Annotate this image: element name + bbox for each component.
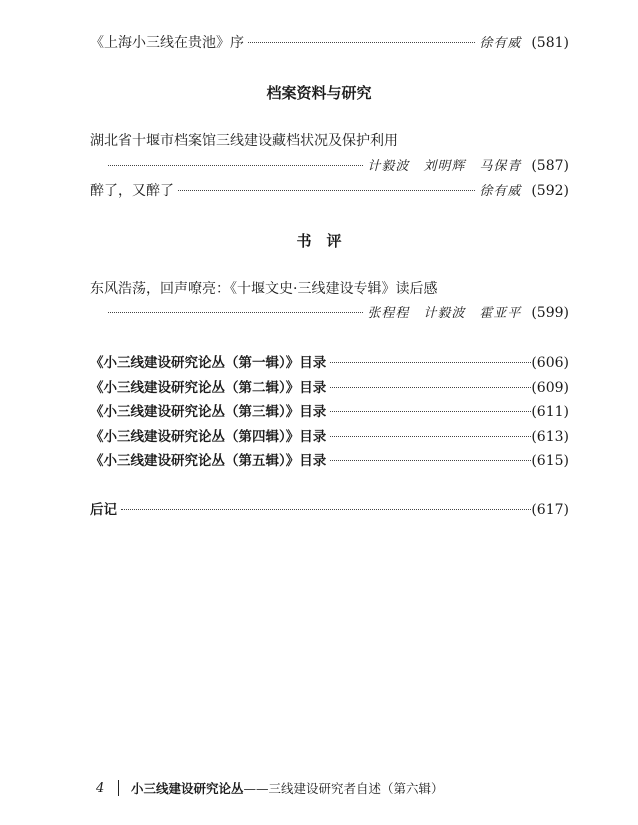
- entry-authors: 计毅波 刘明辉 马保青: [367, 159, 522, 174]
- dot-leader: [108, 165, 363, 166]
- entry-page: (609): [531, 380, 569, 396]
- entry-page: (592): [531, 183, 569, 199]
- entry-page: (615): [531, 453, 569, 469]
- dot-leader: [330, 387, 531, 388]
- entry-title: 《小三线建设研究论丛（第五辑）》目录: [90, 453, 327, 469]
- toc-entry-catalog[interactable]: [90, 352, 569, 374]
- entry-title[interactable]: 东风浩荡，回声嘹亮：《十堰文史·三线建设专辑》读后感: [90, 281, 438, 297]
- entry-title: 后记: [90, 502, 117, 518]
- entry-title: 《小三线建设研究论丛（第二辑）》目录: [90, 380, 327, 396]
- series-subtitle: ——三线建设研究者自述（第六辑）: [243, 781, 444, 796]
- page-number: 4: [96, 780, 105, 796]
- toc-entry-catalog[interactable]: [90, 450, 569, 472]
- toc-entry[interactable]: [90, 32, 569, 54]
- entry-title: 《上海小三线在贵池》序: [90, 35, 244, 51]
- entry-page: (606): [531, 355, 569, 371]
- dot-leader: [178, 190, 475, 191]
- dot-leader: [330, 460, 531, 461]
- toc-entry[interactable]: [108, 155, 569, 177]
- entry-title: 《小三线建设研究论丛（第一辑）》目录: [90, 355, 327, 371]
- entry-page: (617): [531, 502, 569, 518]
- toc-entry-catalog[interactable]: [90, 377, 569, 399]
- toc-entry-catalog[interactable]: [90, 426, 569, 448]
- entry-page: (613): [531, 429, 569, 445]
- dot-leader: [121, 509, 531, 510]
- entry-page: (581): [531, 35, 569, 51]
- dot-leader: [330, 362, 531, 363]
- entry-title: 《小三线建设研究论丛（第四辑）》目录: [90, 429, 327, 445]
- entry-authors: 徐有威: [479, 184, 522, 199]
- toc-entry[interactable]: [108, 302, 569, 324]
- entry-page: (587): [531, 158, 569, 174]
- toc-entry-afterword[interactable]: [90, 499, 569, 521]
- entry-authors: 张程程 计毅波 霍亚平: [367, 306, 522, 321]
- entry-title: 《小三线建设研究论丛（第三辑）》目录: [90, 404, 327, 420]
- dot-leader: [108, 312, 363, 313]
- entry-page: (599): [531, 305, 569, 321]
- series-title: 小三线建设研究论丛: [131, 781, 244, 796]
- entry-authors: 徐有威: [479, 36, 522, 51]
- entry-title: 醉了，又醉了: [90, 183, 174, 199]
- page-footer: [96, 778, 444, 798]
- entry-title[interactable]: 湖北省十堰市档案馆三线建设藏档状况及保护利用: [90, 133, 398, 149]
- entry-page: (611): [531, 404, 569, 420]
- section-title-archives: 档案资料与研究: [266, 84, 372, 102]
- section-title-review: 书 评: [296, 232, 342, 250]
- dot-leader: [248, 42, 475, 43]
- dot-leader: [330, 436, 531, 437]
- toc-entry-catalog[interactable]: [90, 401, 569, 423]
- toc-entry[interactable]: [90, 180, 569, 202]
- dot-leader: [330, 411, 531, 412]
- footer-divider: [118, 780, 119, 796]
